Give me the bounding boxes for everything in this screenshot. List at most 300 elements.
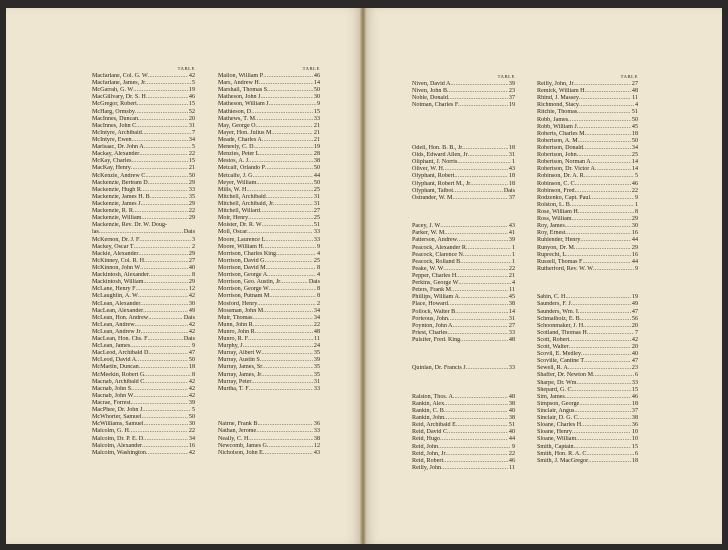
entry-name: Murray, James, Sr xyxy=(218,364,263,371)
entry-name: McHarg, Ormsby xyxy=(92,108,135,115)
leader-dots xyxy=(266,194,313,201)
entry-name: McWilliams, Samuel xyxy=(92,421,144,428)
entry-name: Nicholson, John E xyxy=(218,449,263,456)
entry-name: Roy, Ernest xyxy=(537,230,566,237)
entry-name: Nairne, Frank B xyxy=(218,421,258,428)
index-entry xyxy=(218,130,320,137)
entry-name: McMartin, Duncan xyxy=(92,364,139,371)
entry-table-number: 25 xyxy=(313,215,320,222)
index-entry xyxy=(92,80,195,87)
entry-name: Olyphant, Robert xyxy=(412,173,455,180)
index-entry xyxy=(537,95,638,102)
entry-table-number: 16 xyxy=(631,230,638,237)
entry-table-number: 11 xyxy=(509,287,515,294)
leader-dots xyxy=(443,458,508,465)
entry-name: Noble, Donald xyxy=(412,95,448,102)
leader-dots xyxy=(138,116,188,123)
entry-name: Mathews, T. M xyxy=(218,115,256,122)
entry-table-number: 42 xyxy=(188,378,195,385)
index-entry xyxy=(412,273,515,280)
index-entry xyxy=(537,387,638,394)
index-spacer xyxy=(412,209,515,216)
entry-table-number: 38 xyxy=(313,435,320,442)
leader-dots xyxy=(448,330,508,337)
leader-dots xyxy=(440,223,508,230)
leader-dots xyxy=(140,301,188,308)
index-entry xyxy=(412,188,515,195)
index-entry xyxy=(92,279,195,286)
entry-table-number: 5 xyxy=(191,80,195,87)
leader-dots xyxy=(136,357,188,364)
entry-name: Reid, Robert xyxy=(412,457,444,464)
leader-dots xyxy=(462,145,508,152)
index-entry xyxy=(218,258,320,265)
leader-dots xyxy=(133,393,188,400)
entry-name: Sloane, Charles H xyxy=(537,422,582,429)
entry-table-number: 1 xyxy=(634,201,638,208)
leader-dots xyxy=(466,245,511,252)
leader-dots xyxy=(448,316,508,323)
entry-name: Reid, Archibald E xyxy=(412,422,456,429)
entry-name: Porteous, John xyxy=(412,315,448,322)
entry-table-number: 18 xyxy=(631,130,638,137)
leader-dots xyxy=(251,379,312,386)
entry-table-number: 34 xyxy=(313,314,320,321)
entry-table-number: 33 xyxy=(508,365,515,372)
table-header: TABLE xyxy=(302,66,320,71)
index-entry xyxy=(92,258,195,265)
entry-name: Smith, Captain xyxy=(537,443,574,450)
entry-name: Peters, Frank M xyxy=(412,287,452,294)
index-entry xyxy=(537,117,638,124)
entry-name: Robinson, C. C xyxy=(537,180,575,187)
leader-dots xyxy=(458,102,508,109)
index-entry xyxy=(92,73,195,80)
leader-dots xyxy=(248,336,313,343)
index-entry xyxy=(412,323,515,330)
leader-dots xyxy=(253,173,313,180)
entry-name: Murray, James, Jr xyxy=(218,371,262,378)
index-entry xyxy=(537,223,638,230)
entry-name: Roy, James xyxy=(537,223,565,230)
entry-table-number: 41 xyxy=(508,230,515,237)
index-spacer xyxy=(412,358,515,365)
index-entry xyxy=(412,145,515,152)
entry-name: Pacey, J. W xyxy=(412,223,441,230)
index-entry xyxy=(537,237,638,244)
index-entry xyxy=(218,379,320,386)
entry-name: Moore, William H xyxy=(218,243,263,250)
entry-name: Matheson, William J xyxy=(218,101,269,108)
leader-dots xyxy=(583,145,631,152)
index-entry xyxy=(218,372,320,379)
entry-table-number: 43 xyxy=(508,223,515,230)
entry-name: Munro, John R xyxy=(218,328,255,335)
leader-dots xyxy=(565,394,631,401)
entry-table-number: 47 xyxy=(188,350,195,357)
leader-dots xyxy=(570,202,634,209)
index-entry xyxy=(412,294,515,301)
entry-table-number: 38 xyxy=(631,415,638,422)
entry-name: Mestos, A. J xyxy=(218,158,249,165)
right-page-column-1 xyxy=(412,74,515,472)
index-entry xyxy=(218,201,320,208)
index-entry xyxy=(92,364,195,371)
entry-table-number: 12 xyxy=(313,442,320,449)
leader-dots xyxy=(257,301,316,308)
entry-table-number: 51 xyxy=(313,222,320,229)
index-entry xyxy=(537,436,638,443)
entry-name: Mackey, Oscar T xyxy=(92,243,134,250)
entry-table-number: 46 xyxy=(313,73,320,79)
index-entry xyxy=(537,159,638,166)
entry-table-number: 21 xyxy=(508,272,515,279)
entry-name: Mackintosh, Alexander xyxy=(92,272,149,279)
leader-dots xyxy=(276,251,316,258)
entry-name: Scott, Robert xyxy=(537,336,570,343)
entry-table-number: 38 xyxy=(508,400,515,407)
entry-name: Simpson, George xyxy=(537,400,580,407)
leader-dots xyxy=(576,436,631,443)
entry-name: Place, Howard xyxy=(412,301,448,308)
leader-dots xyxy=(577,109,631,116)
index-entry xyxy=(218,286,320,293)
entry-table-number: 44 xyxy=(631,237,638,244)
index-entry xyxy=(412,81,515,88)
leader-dots xyxy=(263,73,313,80)
index-entry xyxy=(218,301,320,308)
entry-name: Sloane, William xyxy=(537,436,577,443)
index-entry xyxy=(92,187,195,194)
entry-table-number: 30 xyxy=(313,94,320,101)
index-entry xyxy=(537,131,638,138)
index-entry xyxy=(218,308,320,315)
index-entry xyxy=(537,408,638,415)
entry-name: Odell, Hon. B. B., Jr xyxy=(412,144,463,151)
leader-dots xyxy=(586,451,634,458)
index-entry xyxy=(218,80,320,87)
entry-table-number: 19 xyxy=(188,87,195,94)
leader-dots xyxy=(466,365,508,372)
leader-dots xyxy=(443,166,508,173)
entry-table-number: 22 xyxy=(188,151,195,158)
entry-table-number: Dais xyxy=(183,336,195,343)
entry-name: Macrae, Forrest xyxy=(92,400,131,407)
entry-name: McLaughlin, A. W xyxy=(92,293,138,300)
leader-dots xyxy=(251,109,313,116)
entry-name: Robinson, Dr. A. R xyxy=(537,173,584,180)
entry-table-number: 22 xyxy=(508,265,515,272)
index-entry xyxy=(218,386,320,393)
left-page-column-1 xyxy=(92,66,195,457)
index-entry xyxy=(92,308,195,315)
leader-dots xyxy=(144,379,188,386)
index-entry xyxy=(412,280,515,287)
entry-table-number: 44 xyxy=(508,436,515,443)
entry-table-number: 21 xyxy=(313,129,320,136)
entry-name: Moir, Henry xyxy=(218,215,249,222)
index-entry xyxy=(218,251,320,258)
entry-table-number: 29 xyxy=(631,216,638,223)
entry-table-number: 56 xyxy=(631,315,638,322)
entry-table-number: 27 xyxy=(188,257,195,264)
entry-name: Ralston, Thos. A xyxy=(412,393,453,400)
entry-table-number: 15 xyxy=(188,101,195,108)
index-entry xyxy=(218,279,320,286)
entry-table-number: 28 xyxy=(313,151,320,158)
index-entry xyxy=(92,158,195,165)
entry-name: Russell, Thomas F xyxy=(537,258,583,265)
entry-table-number: 9 xyxy=(511,443,515,450)
leader-dots xyxy=(574,81,631,88)
entry-name: Moore, Laurence L xyxy=(218,236,266,243)
entry-table-number: 19 xyxy=(508,102,515,109)
leader-dots xyxy=(568,365,631,372)
index-entry xyxy=(537,444,638,451)
leader-dots xyxy=(257,421,312,428)
leader-dots xyxy=(253,315,313,322)
entry-table-number: 50 xyxy=(313,179,320,186)
entry-table-number: 11 xyxy=(314,336,320,343)
leader-dots xyxy=(446,451,508,458)
index-entry xyxy=(537,294,638,301)
index-entry xyxy=(218,194,320,201)
index-entry xyxy=(218,350,320,357)
entry-table-number: 52 xyxy=(188,108,195,115)
entry-table-number: Dais xyxy=(308,279,320,286)
index-entry xyxy=(92,109,195,116)
leader-dots xyxy=(142,443,188,450)
leader-dots xyxy=(260,357,313,364)
entry-name: Morrison, Geo. Austin, Jr xyxy=(218,279,281,286)
index-entry xyxy=(537,230,638,237)
leader-dots xyxy=(444,230,508,237)
index-entry xyxy=(92,393,195,400)
entry-table-number: 29 xyxy=(631,244,638,251)
leader-dots xyxy=(565,223,631,230)
entry-name: Roberts, Charles M xyxy=(537,130,585,137)
index-entry xyxy=(537,323,638,330)
leader-dots xyxy=(587,330,634,337)
entry-table-number: 48 xyxy=(631,88,638,95)
leader-dots xyxy=(99,229,183,236)
index-entry xyxy=(412,458,515,465)
entry-name: Notman, Charles F xyxy=(412,102,459,109)
index-entry xyxy=(537,337,638,344)
entry-name: Ruhlender, Henry xyxy=(537,237,581,244)
entry-table-number: 1 xyxy=(511,258,515,265)
index-entry xyxy=(92,116,195,123)
leader-dots xyxy=(574,245,631,252)
table-header: TABLE xyxy=(497,74,515,79)
leader-dots xyxy=(262,222,313,229)
entry-name: McIntyre, Archibald xyxy=(92,129,142,136)
index-entry xyxy=(218,123,320,130)
index-entry xyxy=(218,94,320,101)
entry-name: MacKay, Henry xyxy=(92,165,131,172)
leader-dots xyxy=(269,101,316,108)
entry-table-number: 39 xyxy=(508,237,515,244)
leader-dots xyxy=(280,279,308,286)
entry-table-number: Dais xyxy=(183,314,195,321)
entry-name: Mathieson, D xyxy=(218,108,252,115)
index-entry xyxy=(412,429,515,436)
leader-dots xyxy=(143,308,188,315)
entry-name: Meyer, William xyxy=(218,179,257,186)
entry-name: Moll, Oscar xyxy=(218,229,248,236)
index-entry xyxy=(92,151,195,158)
entry-table-number: 22 xyxy=(508,450,515,457)
index-spacer xyxy=(412,117,515,124)
leader-dots xyxy=(131,400,188,407)
entry-name: Peake, W. W xyxy=(412,265,444,272)
entry-name: Ross, William xyxy=(537,216,572,223)
entry-name: Reid, John, Jr xyxy=(412,450,446,457)
leader-dots xyxy=(273,201,313,208)
leader-dots xyxy=(140,265,188,272)
entry-name: Macnab, John W xyxy=(92,392,134,399)
index-entry xyxy=(412,365,515,372)
index-entry xyxy=(537,458,638,465)
entry-name: Oliver, W. H xyxy=(412,166,443,173)
entry-table-number: 21 xyxy=(313,136,320,143)
index-entry xyxy=(218,357,320,364)
index-spacer xyxy=(412,387,515,394)
leader-dots xyxy=(131,386,188,393)
index-entry xyxy=(218,116,320,123)
index-entry xyxy=(412,422,515,429)
leader-dots xyxy=(248,436,313,443)
entry-name: Macnab, John S xyxy=(92,385,132,392)
leader-dots xyxy=(136,123,188,130)
entry-table-number: 51 xyxy=(508,422,515,429)
entry-table-number: 29 xyxy=(188,200,195,207)
entry-name: Marlsaac, Dr. John A xyxy=(92,144,144,151)
leader-dots xyxy=(146,94,188,101)
leader-dots xyxy=(456,273,508,280)
entry-table-number: 18 xyxy=(188,364,195,371)
index-entry xyxy=(412,337,515,344)
entry-name: Marshall, Thomas S xyxy=(218,87,268,94)
entry-table-number: 42 xyxy=(188,293,195,300)
leader-dots xyxy=(149,272,191,279)
index-entry xyxy=(537,102,638,109)
leader-dots xyxy=(468,152,508,159)
index-entry xyxy=(92,343,195,350)
leader-dots xyxy=(133,87,188,94)
entry-table-number: 29 xyxy=(188,250,195,257)
leader-dots xyxy=(144,258,188,265)
leader-dots xyxy=(444,401,508,408)
entry-table-number: 44 xyxy=(313,172,320,179)
leader-dots xyxy=(143,436,188,443)
entry-table-number: 46 xyxy=(508,457,515,464)
entry-table-number: 31 xyxy=(313,193,320,200)
index-entry xyxy=(218,322,320,329)
index-entry xyxy=(218,293,320,300)
entry-table-number: 5 xyxy=(634,173,638,180)
index-entry xyxy=(92,421,195,428)
entry-name: Scoville, Cantine T xyxy=(537,358,585,365)
entry-name: Sinclair, Angus xyxy=(537,408,575,415)
index-entry xyxy=(537,415,638,422)
entry-name: Nathan, Jerome xyxy=(218,428,257,435)
leader-dots xyxy=(148,73,188,80)
entry-name: Murphy, J xyxy=(218,343,243,350)
entry-table-number: 10 xyxy=(631,436,638,443)
leader-dots xyxy=(267,443,313,450)
index-entry xyxy=(218,144,320,151)
index-entry xyxy=(537,152,638,159)
entry-name: MacInnes, Duncan xyxy=(92,115,139,122)
leader-dots xyxy=(148,350,188,357)
entry-table-number: 8 xyxy=(191,371,195,378)
entry-name: Malcolm, Dr. P. E. D xyxy=(92,435,144,442)
leader-dots xyxy=(450,81,507,88)
leader-dots xyxy=(593,372,634,379)
index-entry xyxy=(412,88,515,95)
leader-dots xyxy=(582,259,630,266)
entry-table-number: 8 xyxy=(316,264,320,271)
entry-name: Robertson, John xyxy=(537,152,577,159)
leader-dots xyxy=(448,301,508,308)
entry-name: Mackenzie, Rev. Dr. W. Doug- xyxy=(92,222,168,229)
leader-dots xyxy=(578,209,634,216)
entry-name: Mallon, William P xyxy=(218,73,264,79)
entry-table-number: 18 xyxy=(631,400,638,407)
entry-table-number: 21 xyxy=(313,122,320,129)
index-entry xyxy=(92,372,195,379)
entry-table-number: 30 xyxy=(631,223,638,230)
index-entry xyxy=(537,245,638,252)
entry-table-number: 11 xyxy=(509,464,515,471)
index-entry xyxy=(537,309,638,316)
index-entry xyxy=(92,208,195,215)
entry-table-number: 29 xyxy=(188,279,195,286)
entry-name: Macfarlane, Col. G. W xyxy=(92,73,148,79)
entry-table-number: 34 xyxy=(631,144,638,151)
entry-table-number: 18 xyxy=(508,144,515,151)
entry-name: Parker, W. M xyxy=(412,230,445,237)
entry-table-number: 7 xyxy=(634,329,638,336)
entry-table-number: 5 xyxy=(191,144,195,151)
entry-name: Patterson, Andrew xyxy=(412,237,458,244)
index-entry xyxy=(412,316,515,323)
entry-name: McKay, Charles xyxy=(92,158,132,165)
entry-name: Rankin, Alex xyxy=(412,400,445,407)
index-entry xyxy=(218,336,320,343)
entry-table-number: 33 xyxy=(313,229,320,236)
entry-name: Rutherford, Rev. W. W xyxy=(537,265,594,272)
entry-name: Saunders, F. J xyxy=(537,301,571,308)
entry-name: MacPhee, Dr. John J xyxy=(92,407,143,414)
entry-name: Sinclair, D. G. C xyxy=(537,415,578,422)
index-entry xyxy=(537,195,638,202)
index-entry xyxy=(92,265,195,272)
index-entry xyxy=(92,237,195,244)
entry-table-number: 39 xyxy=(313,357,320,364)
leader-dots xyxy=(148,315,183,322)
leader-dots xyxy=(565,294,630,301)
entry-table-number: 34 xyxy=(188,136,195,143)
leader-dots xyxy=(591,159,631,166)
entry-table-number: 20 xyxy=(631,344,638,351)
entry-name: Olyphant, Talbot xyxy=(412,187,454,194)
leader-dots xyxy=(457,159,511,166)
entry-name: Robertson, A. M xyxy=(537,137,578,144)
leader-dots xyxy=(447,429,508,436)
entry-table-number: 48 xyxy=(508,336,515,343)
